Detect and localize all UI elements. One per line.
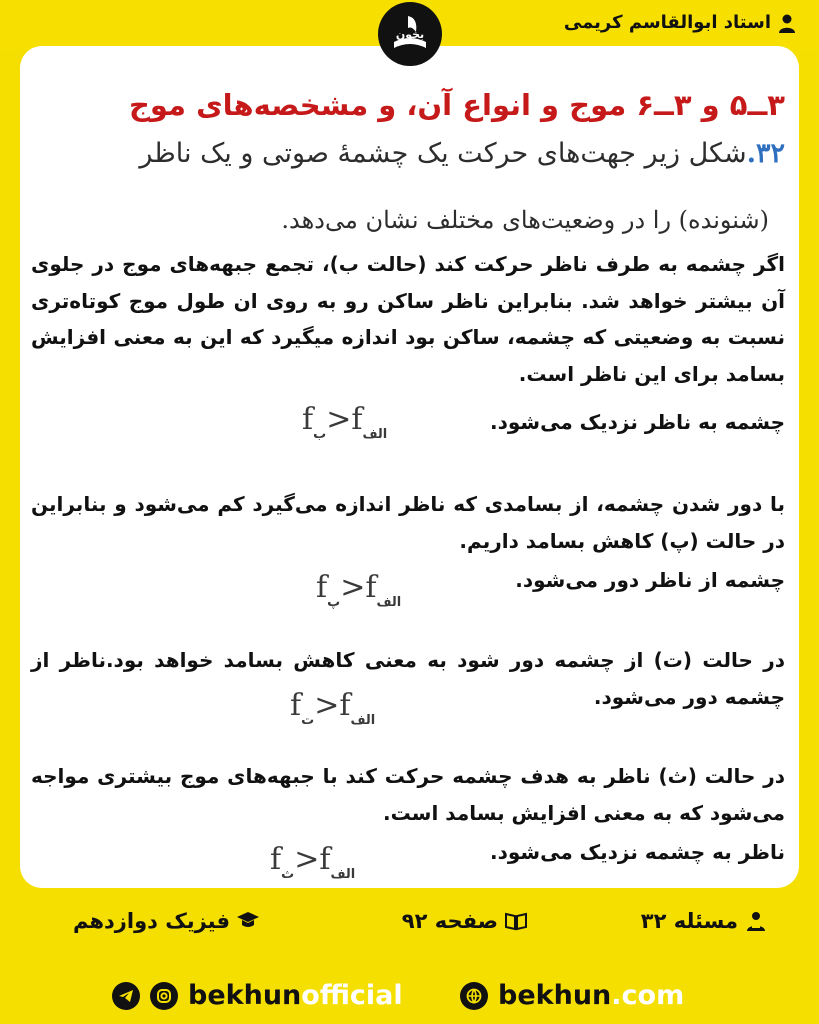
question-number: ۳۲. — [746, 138, 785, 169]
question-line-2: (شنونده) را در وضعیت‌های مختلف نشان می‌دهد. — [281, 206, 769, 234]
formula-3: $f_ت>f_{الف}$ — [290, 688, 376, 728]
answer-paragraph-3: در حالت (ت) از چشمه دور شود به معنی کاهش بسامد خواهد بود.ناظر از چشمه دور می‌شود. — [31, 648, 785, 709]
formula-4: $f_ث>f_{الف}$ — [270, 842, 356, 882]
logo-book-icon — [378, 2, 442, 66]
logo-text: بخون — [395, 28, 425, 41]
author-name: استاد ابوالقاسم کریمی — [563, 12, 771, 33]
website-link[interactable]: bekhun.com — [460, 980, 684, 1011]
problem-number: مسئله ۳۲ — [641, 909, 768, 933]
bekhun-logo — [378, 2, 442, 66]
answer-paragraph-4: در حالت (ث) ناظر به هدف چشمه حرکت کند با جبهه‌های موج بیشتری مواجه می‌شود که به معنی افزایش بسامد است. — [31, 764, 785, 825]
page-number: صفحه ۹۲ — [402, 909, 528, 933]
social-handle[interactable]: bekhunofficial — [112, 980, 403, 1011]
subject-name: فیزیک دوازدهم — [73, 909, 260, 933]
content-card — [20, 46, 799, 888]
instagram-icon — [150, 982, 178, 1010]
question-text-1: شکل زیر جهت‌های حرکت یک چشمهٔ صوتی و یک ناظر — [139, 138, 747, 169]
question-line-1 — [25, 138, 785, 169]
answer-note-4: ناظر به چشمه نزدیک می‌شود. — [490, 840, 785, 864]
author-badge — [564, 12, 797, 33]
open-book-icon — [504, 909, 528, 933]
info-bar — [34, 895, 786, 949]
formula-1: $f_ب>f_{الف}$ — [302, 402, 388, 442]
formula-2: $f_پ>f_{الف}$ — [316, 570, 402, 610]
answer-note-1: چشمه به ناظر نزدیک می‌شود. — [490, 410, 785, 434]
globe-icon — [460, 982, 488, 1010]
answer-paragraph-1: اگر چشمه به طرف ناظر حرکت کند (حالت ب)، تجمع جبهه‌های موج در جلوی آن بیشتر خواهد شد. بنابراین ناظر ساکن رو به روی ان طول موج کوتاه‌تری نسبت به وضعیتی که چشمه، ساکن بود اندازه میگیرد که این به معنی افزایش بسامد برای این ناظر است. — [31, 252, 785, 386]
telegram-icon — [112, 982, 140, 1010]
student-icon — [744, 909, 768, 933]
section-title: ۳ــ۵ و ۳ــ۶ موج و انواع آن، و مشخصه‌های موج — [128, 88, 785, 122]
answer-paragraph-2: با دور شدن چشمه، از بسامدی که ناظر اندازه می‌گیرد کم می‌شود و بنابراین در حالت (پ) کاهش بسامد داریم. — [31, 492, 785, 553]
graduation-cap-icon — [236, 909, 260, 933]
answer-note-2: چشمه از ناظر دور می‌شود. — [515, 568, 785, 592]
user-icon — [777, 13, 797, 33]
